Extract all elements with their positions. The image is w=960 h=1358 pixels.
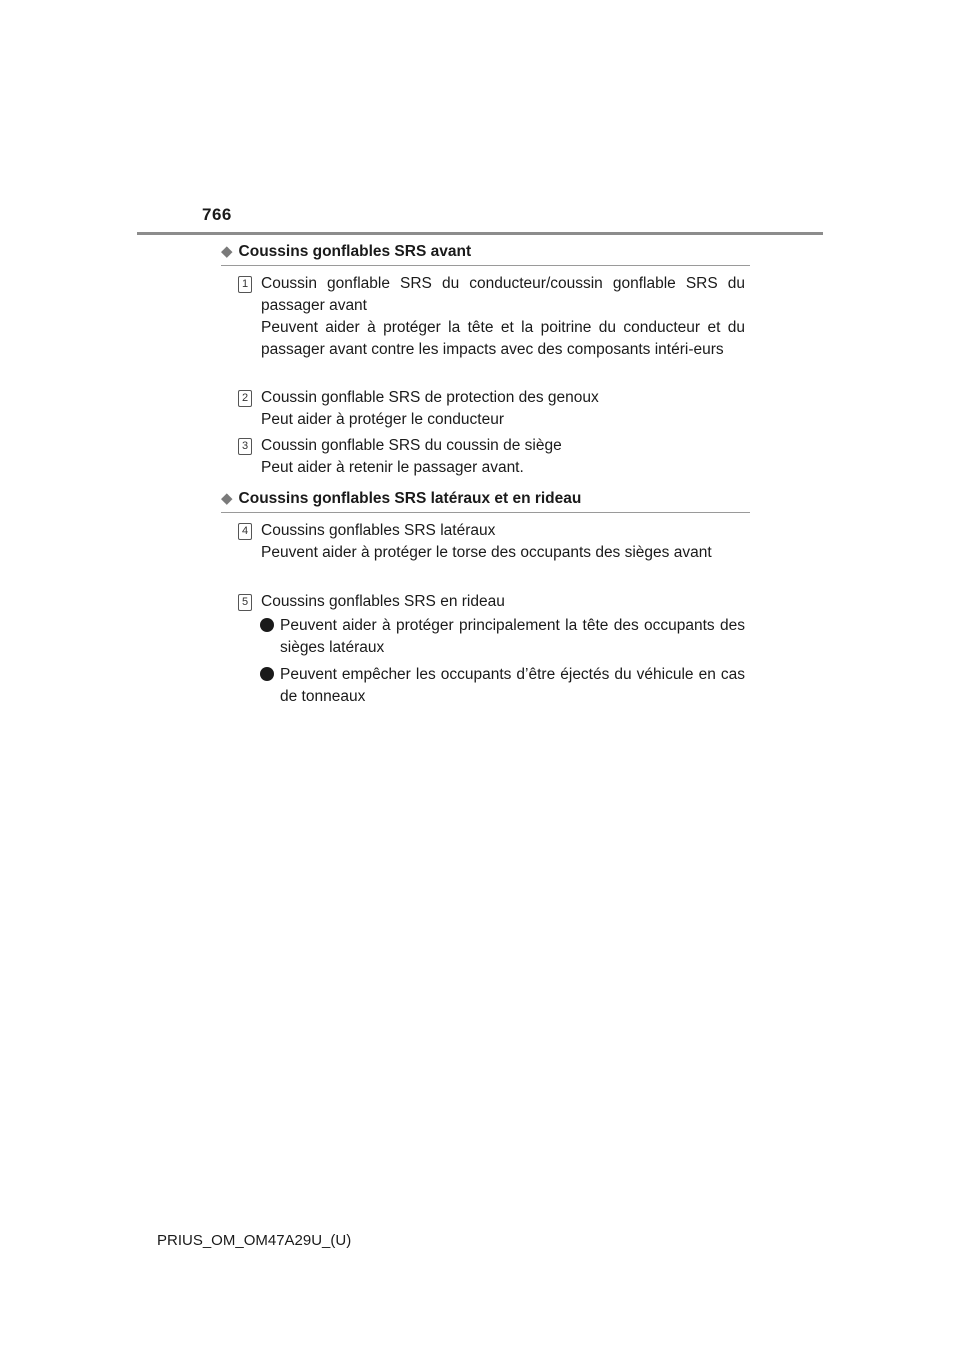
bullet-icon — [260, 618, 274, 632]
diamond-icon: ◆ — [221, 243, 233, 260]
item-number-5: 5 — [238, 594, 252, 611]
item-title: Coussin gonflable SRS de protection des genoux — [261, 389, 599, 406]
list-item-5 — [238, 591, 745, 708]
list-item-1 — [238, 273, 745, 361]
header-rule — [137, 232, 823, 235]
bullet-item — [260, 615, 745, 659]
page-number: 766 — [202, 205, 232, 224]
section-heading-side-curtain-airbags — [221, 489, 750, 509]
item-description: Peuvent aider à protéger le torse des occupants des sièges avant — [261, 544, 712, 561]
item-description: Peut aider à retenir le passager avant. — [261, 459, 524, 476]
bullet-icon — [260, 667, 274, 681]
list-item-2 — [238, 387, 745, 431]
footer-doc-id: PRIUS_OM_OM47A29U_(U) — [157, 1232, 352, 1249]
section-rule — [221, 512, 750, 513]
item-description: Peuvent aider à protéger la tête et la poitrine du conducteur et du passager avant contre les impacts avec des composants intéri-eurs — [261, 319, 745, 358]
list-item-4 — [238, 520, 745, 564]
item-number-1: 1 — [238, 276, 252, 293]
item-title: Coussins gonflables SRS en rideau — [261, 593, 505, 610]
item-title: Coussin gonflable SRS du conducteur/coussin gonflable SRS du passager avant — [261, 275, 745, 314]
bullet-item — [260, 664, 745, 708]
item-number-2: 2 — [238, 390, 252, 407]
item-number-3: 3 — [238, 438, 252, 455]
item-description: Peut aider à protéger le conducteur — [261, 411, 504, 428]
item-title: Coussin gonflable SRS du coussin de siège — [261, 437, 562, 454]
item-title: Coussins gonflables SRS latéraux — [261, 522, 496, 539]
item-number-4: 4 — [238, 523, 252, 540]
section-heading-front-airbags — [221, 242, 750, 262]
list-item-3 — [238, 435, 745, 479]
section-title: Coussins gonflables SRS latéraux et en rideau — [238, 490, 582, 507]
section-rule — [221, 265, 750, 266]
diamond-icon: ◆ — [221, 490, 233, 507]
bullet-text: Peuvent aider à protéger principalement la tête des occupants des sièges latéraux — [280, 617, 745, 656]
bullet-text: Peuvent empêcher les occupants d’être éjectés du véhicule en cas de tonneaux — [280, 666, 745, 705]
section-title: Coussins gonflables SRS avant — [238, 243, 472, 260]
